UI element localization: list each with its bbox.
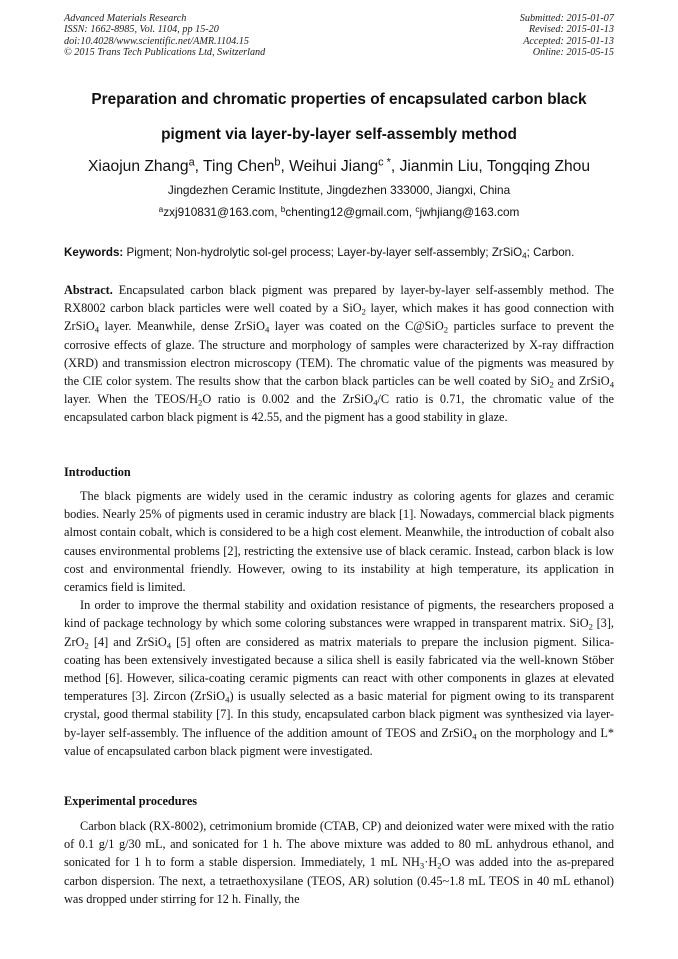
intro-paragraph-1: The black pigments are widely used in the ceramic industry as coloring agents for glazes and ceramic bodies. Nearly 25% of pigments used in ceramic industry are black [1]. Nowadays, commercial black pigments almost contain cobalt, which is considered to be a high cost element. Meanwhile, the introduction of cobalt also causes environmental problems [2], restricting the extensive use of black ceramic. Instead, carbon black is low cost and environmental friendly. However, owing to its instability at high temperature, its application in ceramics field is limited. bbox=[64, 489, 614, 595]
affiliation: Jingdezhen Ceramic Institute, Jingdezhen 333000, Jiangxi, China bbox=[167, 183, 511, 197]
author-name: Xiaojun Zhang bbox=[87, 158, 189, 175]
intro-paragraph-2: In order to improve the thermal stability and oxidation resistance of pigments, the researchers proposed a kind of package technology by which some coloring substances were wrapped in transparent matrix. SiO$_2$ [3], ZrO$_2$ [4] and ZrSiO$_4$ [5] often are considered as matrix materials to prepare the inclusion pigment. Silica-coating has been extensively investigated because a silica shell is easily fabricated via the well-known Stöber method [6]. However, silica-coating ceramic pigments can react with other components in glazes at elevated temperatures [3]. Zircon (ZrSiO$_4$) is usually selected as a basic material for pigment owing to its transparent crystal, good thermal stability [7]. In this study, encapsulated carbon black pigment was synthesized via layer-by-layer self-assembly. The influence of the addition amount of TEOS and ZrSiO$_4$ on the morphology and L* value of encapsulated carbon black pigment were investigated. bbox=[64, 598, 615, 758]
abstract-label: Abstract. bbox=[64, 283, 113, 297]
journal-name: Advanced Materials Research bbox=[64, 13, 187, 24]
author-emails: $^a$zxj910831@163.com, $^b$chenting12@gmail.com, $^c$jwhjiang@163.com bbox=[158, 204, 520, 219]
abstract: Abstract. Encapsulated carbon black pigment was prepared by layer-by-layer self-assembly method. The RX8002 carbon black particles were well coated by a SiO$_2$ layer, which makes it has good connection with ZrSiO$_4$ layer. Meanwhile, dense ZrSiO$_4$ layer was coated on the C@SiO$_2$ particles surface to prevent the corrosive effects of glaze. The structure and morphology of samples were characterized by X-ray diffraction (XRD) and transmission electron microscopy (TEM). The chromatic value of the pigments was measured by the CIE color system. The results show that the carbon black particles can be well coated by SiO$_2$ and ZrSiO$_4$ layer. When the TEOS/$H_2O$ ratio is 0.002 and the ZrSiO$_4$/C ratio is 0.71, the chromatic value of the encapsulated carbon black pigment is 42.55, and the pigment has a good stability in glaze. bbox=[64, 283, 614, 425]
author-names: Jianmin Liu, Tongqing Zhou bbox=[399, 158, 590, 175]
paper-title-line-2: pigment via layer-by-layer self-assembly method bbox=[161, 126, 517, 143]
journal-copyright: © 2015 Trans Tech Publications Ltd, Switzerland bbox=[64, 47, 266, 59]
journal-issn: ISSN: 1662-8985, Vol. 1104, pp 15-20 bbox=[64, 24, 219, 36]
author-name: Weihui Jiang bbox=[289, 158, 379, 175]
online-date: Online: 2015-05-15 bbox=[532, 47, 614, 59]
author-superscript: a bbox=[188, 156, 195, 169]
paper-title-line-1: Preparation and chromatic properties of encapsulated carbon black bbox=[91, 91, 587, 108]
introduction-body bbox=[64, 487, 614, 760]
email-link[interactable]: chenting12@gmail.com bbox=[285, 205, 409, 219]
keywords-label: Keywords: bbox=[64, 246, 124, 259]
author-name: Ting Chen bbox=[203, 158, 275, 175]
accepted-date: Accepted: 2015-01-13 bbox=[523, 35, 614, 47]
journal-doi: doi:10.4028/www.scientific.net/AMR.1104.15 bbox=[64, 35, 249, 47]
revised-date: Revised: 2015-01-13 bbox=[528, 24, 614, 36]
introduction-heading: Introduction bbox=[64, 465, 131, 479]
experimental-paragraph: Carbon black (RX-8002), cetrimonium bromide (CTAB, CP) and deionized water were mixed with the ratio of 0.1 g/1 g/30 mL, and sonicated for 1 h. The above mixture was added to 80 mL anhydrous ethanol, and sonicated for 1 h to form a stable dispersion. Immediately, 1 mL $NH_3\cdot H_2O$ was added into the as-prepared carbon dispersion. The next, a tetraethoxysilane (TEOS, AR) solution (0.45~1.8 mL TEOS in 40 mL ethanol) was dropped under stirring for 12 h. Finally, the bbox=[64, 819, 614, 906]
experimental-heading: Experimental procedures bbox=[64, 794, 198, 808]
dates-header bbox=[520, 13, 614, 59]
experimental-body bbox=[64, 817, 614, 908]
author-list: Xiaojun Zhang$^a$, Ting Chen$^b$, Weihui Jiang$^{c *}$, Jianmin Liu, Tongqing Zhou bbox=[87, 156, 590, 175]
email-link[interactable]: zxj910831@163.com bbox=[163, 205, 275, 219]
email-link[interactable]: jwhjiang@163.com bbox=[419, 205, 520, 219]
journal-header bbox=[64, 13, 265, 59]
keywords: Keywords: Pigment; Non-hydrolytic sol-gel process; Layer-by-layer self-assembly; ZrSiO$_4$; Carbon. bbox=[64, 246, 575, 261]
submitted-date: Submitted: 2015-01-07 bbox=[519, 13, 614, 24]
author-superscript: b bbox=[274, 156, 281, 169]
author-superscript: c * bbox=[378, 156, 391, 169]
